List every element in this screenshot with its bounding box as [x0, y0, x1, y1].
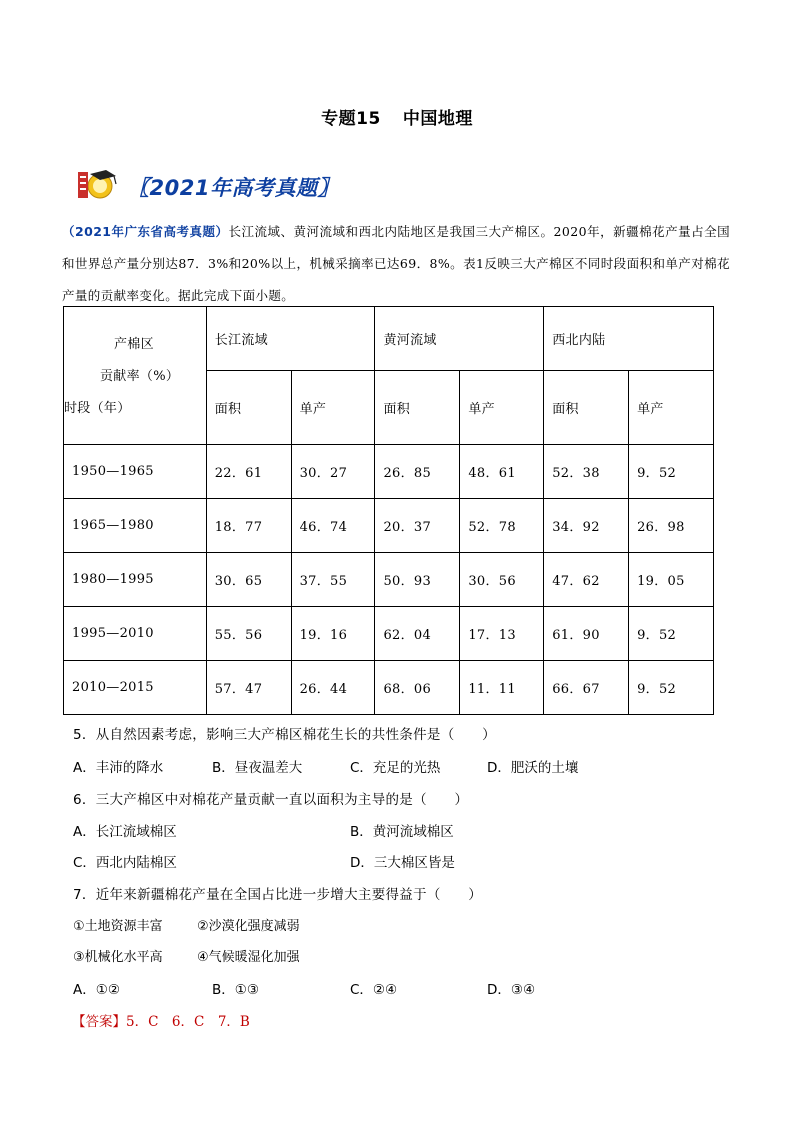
value-cell: 48．61 [460, 445, 544, 499]
answer-tag: 【答案】 [72, 1014, 126, 1030]
value-cell: 37．55 [291, 553, 375, 607]
table-row [64, 553, 714, 607]
table-corner-cell [64, 307, 207, 445]
question-6-stem: 6．三大产棉区中对棉花产量贡献一直以面积为主导的是（ ） [73, 792, 469, 808]
value-cell: 22．61 [206, 445, 291, 499]
region-header: 西北内陆 [544, 307, 714, 371]
section-banner: 〖2021年高考真题〗 [128, 176, 339, 200]
subheader-cell: 单产 [629, 371, 714, 445]
table-row [64, 445, 714, 499]
title-topic-name: 中国地理 [402, 109, 473, 129]
subheader-cell: 面积 [544, 371, 629, 445]
value-cell: 46．74 [291, 499, 375, 553]
question-7-statement-1: ①土地资源丰富 [73, 919, 163, 934]
value-cell: 50．93 [375, 553, 460, 607]
contribution-table [63, 306, 714, 715]
answer-line [72, 1010, 250, 1030]
value-cell: 19．16 [291, 607, 375, 661]
value-cell: 52．78 [460, 499, 544, 553]
table-row [64, 499, 714, 553]
value-cell: 20．37 [375, 499, 460, 553]
question-7-option-c: C．②④ [350, 982, 398, 998]
value-cell: 9．52 [629, 445, 714, 499]
value-cell: 19．05 [629, 553, 714, 607]
question-7-statement-4: ④气候暖湿化加强 [197, 950, 300, 965]
table-row [64, 661, 714, 715]
value-cell: 26．85 [375, 445, 460, 499]
question-6-option-d: D．三大棉区皆是 [350, 855, 455, 871]
question-5-stem: 5．从自然因素考虑，影响三大产棉区棉花生长的共性条件是（ ） [73, 727, 496, 743]
value-cell: 9．52 [629, 607, 714, 661]
intro-text: 长江流域、黄河流域和西北内陆地区是我国三大产棉区。2020年，新疆棉花产量占全国和世界总产量分别达87．3%和20%以上，机械采摘率已达69．8%。表1反映三大产棉区不同时段面积和单产对棉花产量的贡献率变化。据此完成下面小题。 [62, 224, 730, 303]
value-cell: 34．92 [544, 499, 629, 553]
value-cell: 11．11 [460, 661, 544, 715]
value-cell: 9．52 [629, 661, 714, 715]
question-7-statement-2: ②沙漠化强度减弱 [197, 919, 300, 934]
exam-logo-icon [76, 168, 120, 202]
subheader-cell: 面积 [206, 371, 291, 445]
period-cell: 1980—1995 [64, 553, 207, 607]
value-cell: 18．77 [206, 499, 291, 553]
corner-label-rate: 贡献率（%） [100, 369, 180, 384]
value-cell: 68．06 [375, 661, 460, 715]
question-7-option-b: B．①③ [212, 982, 259, 998]
page-title [0, 104, 794, 129]
value-cell: 52．38 [544, 445, 629, 499]
corner-label-period: 时段（年） [64, 401, 131, 416]
subheader-cell: 面积 [375, 371, 460, 445]
region-header: 长江流域 [206, 307, 375, 371]
value-cell: 30．27 [291, 445, 375, 499]
table-row [64, 607, 714, 661]
period-cell: 1965—1980 [64, 499, 207, 553]
title-topic-number: 专题15 [321, 109, 381, 129]
question-6-option-a: A．长江流域棉区 [73, 824, 177, 840]
question-7-statement-3: ③机械化水平高 [73, 950, 163, 965]
value-cell: 47．62 [544, 553, 629, 607]
value-cell: 30．56 [460, 553, 544, 607]
table-region-header-row [64, 307, 714, 371]
value-cell: 62．04 [375, 607, 460, 661]
value-cell: 55．56 [206, 607, 291, 661]
period-cell: 1950—1965 [64, 445, 207, 499]
question-5-option-a: A．丰沛的降水 [73, 760, 164, 776]
question-6-option-b: B．黄河流域棉区 [350, 824, 454, 840]
question-6-option-c: C．西北内陆棉区 [73, 855, 177, 871]
value-cell: 61．90 [544, 607, 629, 661]
value-cell: 30．65 [206, 553, 291, 607]
region-header: 黄河流域 [375, 307, 544, 371]
corner-label-region: 产棉区 [114, 337, 154, 352]
question-7-option-a: A．①② [73, 982, 120, 998]
answer-value: 5．C 6．C 7．B [126, 1014, 250, 1030]
question-7-option-d: D．③④ [487, 982, 536, 998]
question-7-stem: 7．近年来新疆棉花产量在全国占比进一步增大主要得益于（ ） [73, 887, 483, 903]
value-cell: 66．67 [544, 661, 629, 715]
period-cell: 2010—2015 [64, 661, 207, 715]
question-5-option-c: C．充足的光热 [350, 760, 441, 776]
subheader-cell: 单产 [460, 371, 544, 445]
question-source: （2021年广东省高考真题） [62, 224, 229, 239]
question-5-option-b: B．昼夜温差大 [212, 760, 303, 776]
question-5-option-d: D．肥沃的土壤 [487, 760, 579, 776]
value-cell: 26．98 [629, 499, 714, 553]
subheader-cell: 单产 [291, 371, 375, 445]
period-cell: 1995—2010 [64, 607, 207, 661]
value-cell: 17．13 [460, 607, 544, 661]
question-intro [62, 216, 730, 312]
value-cell: 26．44 [291, 661, 375, 715]
value-cell: 57．47 [206, 661, 291, 715]
